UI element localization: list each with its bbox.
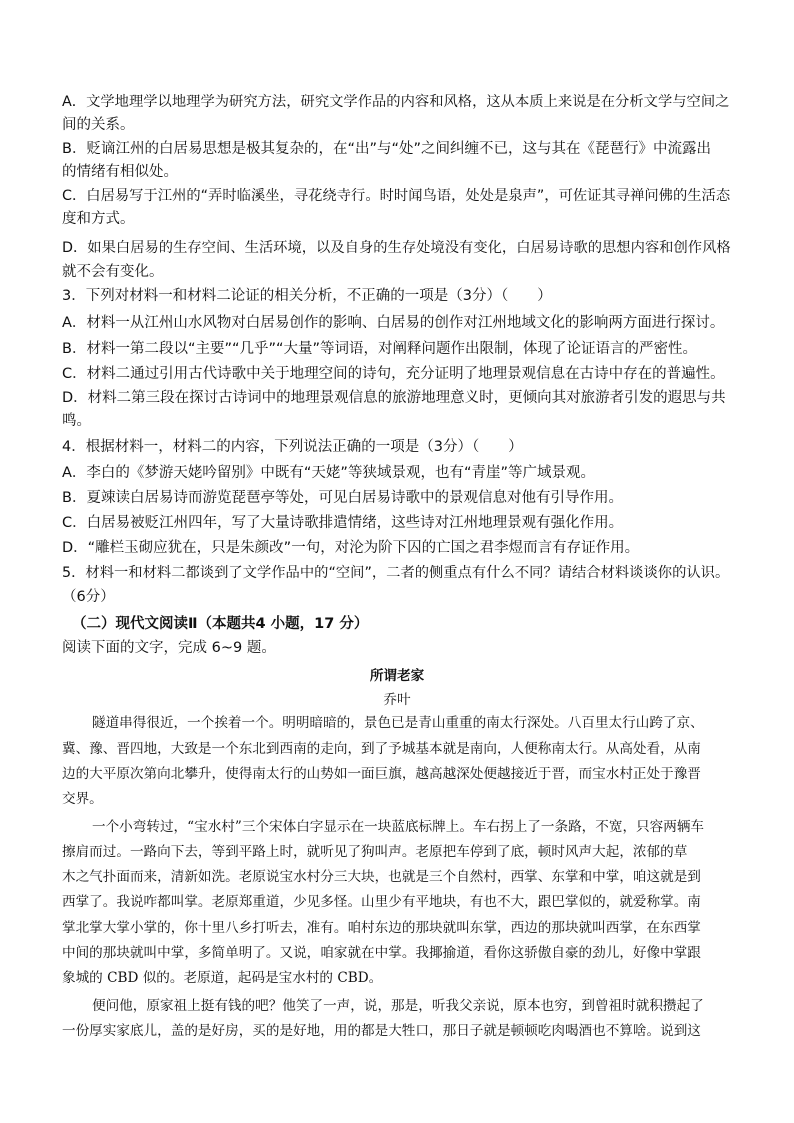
- option-2b-line-1: B．贬谪江州的白居易思想是极其复杂的，在“出”与“处”之间纠缠不已，这与其在《琵琶行》中流露出: [62, 141, 711, 157]
- article-title: 所谓老家: [369, 668, 425, 684]
- option-4d: D．“雕栏玉砌应犹在，只是朱颜改”一句，对沦为阶下囚的亡国之君李煜而言有存证作用。: [62, 540, 640, 556]
- question-5-points: （6分）: [62, 589, 115, 605]
- article-p2-line-5: 掌北掌大掌小掌的，你十里八乡打听去，准有。咱村东边的那块就叫东掌，西边的那块就叫西掌，在东西掌: [62, 920, 701, 936]
- question-5-stem: 5．材料一和材料二都谈到了文学作品中的“空间”，二者的侧重点有什么不同？请结合材料谈谈你的认识。: [62, 565, 730, 581]
- article-p2-line-3: 木之气扑面而来，清新如洗。老原说宝水村分三大块，也就是三个自然村，西掌、东掌和中掌，咱这就是到: [62, 869, 701, 885]
- option-2d-line-1: D．如果白居易的生存空间、生活环境，以及自身的生存处境没有变化，白居易诗歌的思想内容和创作风格: [62, 240, 731, 256]
- article-p1-line-2: 冀、豫、晋四地，大致是一个东北到西南的走向，到了予城基本就是南向，人便称南太行。从高处看，从南: [62, 741, 701, 757]
- article-p3-line-1: 便问他，原家祖上挺有钱的吧？他笑了一声，说，那是，听我父亲说，原本也穷，到曾祖时就积攒起了: [92, 998, 704, 1014]
- option-2c-line-1: C．白居易写于江州的“弄时临溪坐，寻花绕寺行。时时闻鸟语，处处是泉声”，可佐证其寻禅问佛的生活态: [62, 188, 731, 204]
- option-3a: A．材料一从江州山水风物对白居易创作的影响、白居易的创作对江州地域文化的影响两方面进行探讨。: [62, 315, 725, 331]
- option-2c-line-2: 度和方式。: [62, 211, 135, 227]
- option-3b: B．材料一第二段以“主要”“几乎”“大量”等词语，对阐释问题作出限制，体现了论证语言的严密性。: [62, 341, 698, 357]
- article-p1-line-3: 边的大平原次第向北攀升，使得南太行的山势如一面巨旗，越高越深处便越接近于晋，而宝水村正处于豫晋: [62, 766, 701, 782]
- article-p1-line-4: 交界。: [62, 791, 103, 807]
- option-2d-line-2: 就不会有变化。: [62, 264, 164, 280]
- article-p1-line-1: 隧道串得很近，一个挨着一个。明明暗暗的，景色已是青山重重的南太行深处。八百里太行山跨了京、: [92, 715, 704, 731]
- article-p2-line-4: 西掌了。我说咋都叫掌。老原郑重道，少见多怪。山里少有平地块，有也不大，跟巴掌似的，就爱称掌。南: [62, 894, 701, 910]
- option-3c: C．材料二通过引用古代诗歌中关于地理空间的诗句，充分证明了地理景观信息在古诗中存在的普遍性。: [62, 366, 725, 382]
- option-4c: C．白居易被贬江州四年，写了大量诗歌排遣情绪，这些诗对江州地理景观有强化作用。: [62, 515, 624, 531]
- question-3-stem: 3．下列对材料一和材料二论证的相关分析，不正确的一项是（3分）（ ）: [62, 288, 552, 304]
- option-2a-line-1: A．文学地理学以地理学为研究方法，研究文学作品的内容和风格，这从本质上来说是在分析文学与空间之: [62, 94, 730, 110]
- option-4a: A．李白的《梦游天姥吟留别》中既有“天姥”等狭域景观，也有“青崖”等广域景观。: [62, 465, 595, 481]
- article-p2-line-7: 象城的 CBD 似的。老原道，起码是宝水村的 CBD。: [62, 970, 383, 986]
- option-2a-line-2: 间的关系。: [62, 117, 135, 133]
- option-2b-line-2: 的情绪有相似处。: [62, 164, 178, 180]
- option-3d-line-2: 鸣。: [62, 413, 91, 429]
- reading-instruction: 阅读下面的文字，完成 6~9 题。: [62, 640, 276, 656]
- article-p3-line-2: 一份厚实家底儿，盖的是好房，买的是好地，用的都是大牲口，那日子就是顿顿吃肉喝酒也不算啥。说到这: [62, 1023, 701, 1039]
- section-heading: （二）现代文阅读Ⅱ（本题共4 小题，17 分）: [72, 616, 369, 632]
- article-p2-line-2: 擦肩而过。一路向下去，等到平路上时，就听见了狗叫声。老原把车停到了底，顿时风声大起，浓郁的草: [62, 844, 688, 860]
- option-4b: B．夏竦读白居易诗而游览琵琶亭等处，可见白居易诗歌中的景观信息对他有引导作用。: [62, 490, 623, 506]
- question-4-stem: 4．根据材料一，材料二的内容，下列说法正确的一项是（3分）（ ）: [62, 439, 523, 455]
- option-3d-line-1: D．材料二第三段在探讨古诗词中的地理景观信息的旅游地理意义时，更倾向其对旅游者引发的遐思与共: [62, 390, 726, 406]
- article-author: 乔叶: [383, 692, 411, 708]
- article-p2-line-6: 中间的那块就叫中掌，多简单明了。又说，咱家就在中掌。我揶揄道，看你这骄傲自豪的劲儿，好像中掌跟: [62, 945, 701, 961]
- article-p2-line-1: 一个小弯转过，“宝水村”三个宋体白字显示在一块蓝底标牌上。车右拐上了一条路，不宽，只容两辆车: [92, 819, 705, 835]
